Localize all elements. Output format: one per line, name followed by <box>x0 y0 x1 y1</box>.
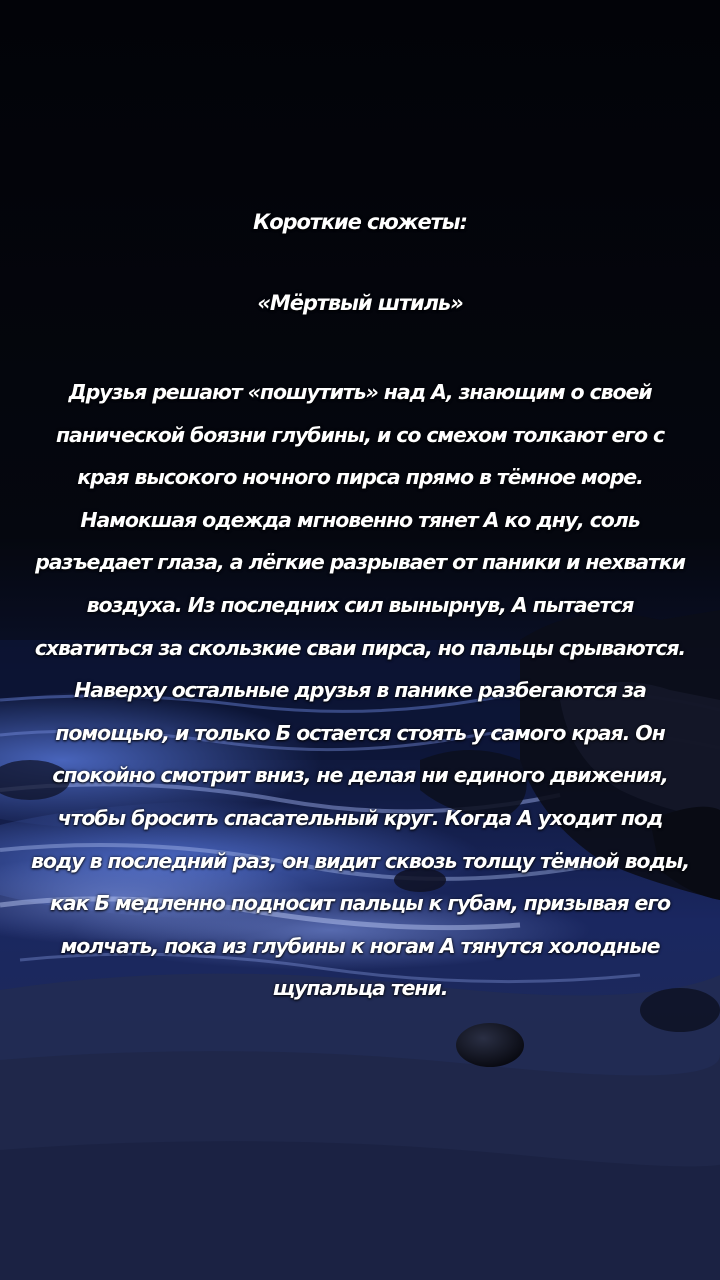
story-body: Друзья решают «пошутить» над А, знающим о своей панической боязни глубины, и со смехом толкают его с края высокого ночного пирса прямо в тёмное море. Намокшая одежда мгновенно тянет А ко дну, соль разъедает глаза, а лёгкие разрывает от паники и нехватки воздуха. Из последних сил вынырнув, А пытается схватиться за скользкие сваи пирса, но пальцы срываются. Наверху остальные друзья в панике разбегаются за помощью, и только Б остается стоять у самого края. Он спокойно смотрит вниз, не делая ни единого движения, чтобы бросить спасательный круг. Когда А уходит под воду в последний раз, он видит сквозь толщу тёмной воды, как Б медленно подносит пальцы к губам, призывая его молчать, пока из глубины к ногам А тянутся холодные щупальца тени. <box>30 380 690 1001</box>
story-title: «Мёртвый штиль» <box>257 291 463 315</box>
post-heading: Короткие сюжеты: <box>253 210 467 234</box>
